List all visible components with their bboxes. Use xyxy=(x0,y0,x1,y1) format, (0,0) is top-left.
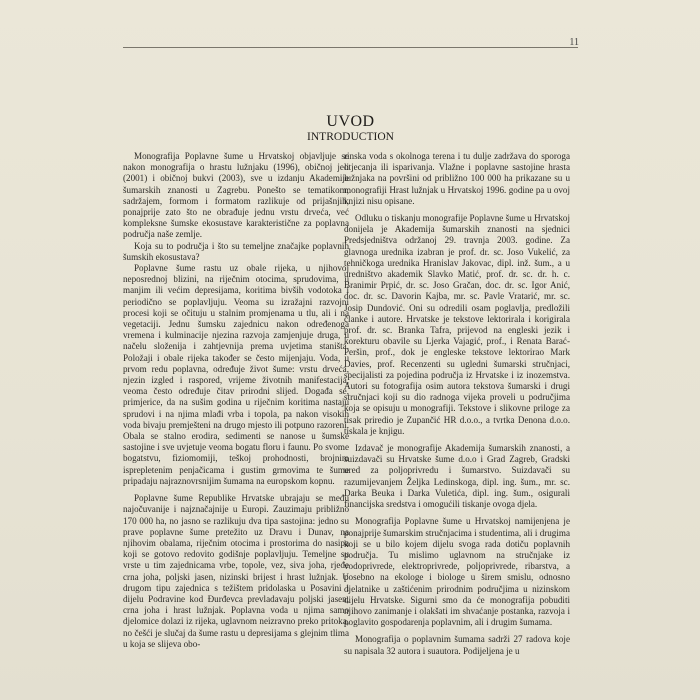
paragraph: Poplavne šume Republike Hrvatske ubrajaju se među najočuvanije i najznačajnije u Europi. Zauzimaju približno 170 000 ha, no jasno se razlikuju dva tipa sastojina: jedno su prave poplavne šume pretežito uz Dravu i Dunav, na njihovim obalama, riječnim otocima i prostorima do nasipa koji se gotovo redovito godišnje poplavljuju. Temeljne su vrste u tim zajednicama vrbe, topole, vez, siva joha, rjeđe crna joha, poljski jasen, nizinski brijest i hrast lužnjak. U drugom tipu zajednica s težištem pridolaska u Posavini i dijelu Podravine kod Đurđevca prevladavaju poljski jasen, crna joha i hrast lužnjak. Poplavna voda u njima samo djelomice dolazi iz rijeka, uglavnom neizravno preko pritoka, no češći je slučaj da šume rastu u depresijama s glejnim tlima u koja se slijeva obo- xyxy=(123,493,349,649)
paragraph: Monografija o poplavnim šumama sadrži 27 radova koje su napisala 32 autora i suautora. Podijeljena je u xyxy=(344,634,570,656)
chapter-title: UVOD xyxy=(326,113,375,130)
header-rule xyxy=(123,47,578,48)
paragraph: Koja su to područja i što su temeljne značajke poplavnih šumskih ekosustava? xyxy=(123,240,349,262)
paragraph: Izdavač je monografije Akademija šumarskih znanosti, a suizdavači su Hrvatske šume d.o.o i Grad Zagreb, Gradski ured za poljoprivredu i šumarstvo. Suizdavači su razumijevanjem Željka Ledinskoga, dipl. ing. šum., mr. sc. Darka Beuka i Darka Vuletića, dipl. ing. šum., osigurali financijska sredstva i omogućili tiskanje ovoga djela. xyxy=(344,443,570,510)
right-text-column xyxy=(344,151,570,657)
paragraph: Odluku o tiskanju monografije Poplavne šume u Hrvatskoj donijela je Akademija šumarskih znanosti na sjednici Predsjedništva održanoj 29. travnja 2003. godine. Za glavnoga urednika izabran je prof. dr. sc. Joso Vukelić, za tehničkoga urednika Hranislav Jakovac, dipl. inž. šum., a u uredništvo akademik Slavko Matić, prof. dr. sc. dr. h. c. Branimir Prpić, dr. sc. Joso Gračan, doc. dr. sc. Igor Anić, doc. dr. sc. Davorin Kajba, mr. sc. Pavle Vratarić, mr. sc. Josip Dundović. Oni su odredili osam poglavlja, predložili članke i autore. Hrvatske je tekstove lektorirala i korigirala prof. dr. sc. Branka Tafra, prijevod na engleski jezik i korekturu obavile su Ljerka Vajagić, prof., i Renata Barać-Peršin, prof., dok je engleske tekstove lektorirao Mark Davies, prof. Recenzenti su ugledni šumarski stručnjaci, specijalisti za pojedina područja iz Hrvatske i iz inozemstva. Autori su fotografija osim autora tekstova šumarski i drugi stručnjaci koji su dio radnoga vijeka proveli u područjima koja se opisuju u monografiji. Tekstove i slikovne priloge za tisak priredio je Zupančić HR d.o.o., a tvrtka Denona d.o.o. tiskala je knjigu. xyxy=(344,213,570,436)
chapter-subtitle: INTRODUCTION xyxy=(307,131,394,143)
paragraph: Poplavne šume rastu uz obale rijeka, u njihovoj neposrednoj blizini, na riječnim otocima, sprudovima, u manjim ili većim depresijama, koritima bivših vodotoka i periodično se poplavljuju. Veoma su izražajni razvojni procesi koji se očituju u stalnim promjenama u tlu, ali i na vegetaciji. Jednu šumsku zajednicu nakon određenoga vremena i kulminacije njezina razvoja zamjenjuje druga, u načelu složenija i zahtjevnija prema uvjetima staništa. Položaji i obale rijeka također se često mijenjaju. Voda, u prvom redu poplavna, određuje život šume: vrstu drveća, njezin izgled i raspored, vrijeme životnih manifestacija, veoma često određuje čitav prirodni slijed. Događa se, primjerice, da na sušim godina u riječnim koritima nastaju sprudovi i na njima mlađi vrba i topola, pa nakon visokih voda bivaju premješteni na drugo mjesto ili potpuno razoreni. Obala se stalno erodira, sedimenti se nanose u šumske sastojine i sve uvjetuje veoma bogatu floru i faunu. Po svome bogatstvu, fiziomomiji, teškoj prohodnosti, brojnim isprepletenim penjačicama i gustim grmovima te šume pripadaju najraznovrsnijim šumama na europskom kopnu. xyxy=(123,263,349,486)
page-number: 11 xyxy=(569,37,579,48)
paragraph: Monografija Poplavne šume u Hrvatskoj objavljuje se nakon monografija o hrastu lužnjaku (1996), običnoj jeli (2001) i običnoj bukvi (2003), sve u izdanju Akademije šumarskih znanosti u Zagrebu. Ponešto se tematikom, sadržajem, formom i formatom razlikuje od prijašnjih, ponajprije zato što ne obrađuje jednu vrstu drveća, već kompleksne šumske ekosustave karakteristične za poplavna područja naše zemlje. xyxy=(123,151,349,240)
paragraph: Monografija Poplavne šume u Hrvatskoj namijenjena je ponajprije šumarskim stručnjacima i studentima, ali i drugima koji se u bilo kojem dijelu svoga rada dotiču poplavnih područja. Tu mislimo uglavnom na stručnjake iz vodoprivrede, elektroprivrede, poljoprivrede, ribarstva, a posebno na ekologe i biologe u širem smislu, odnosno djelatnike u zaštićenim prirodnim područjima u nizinskom dijelu Hrvatske. Sigurni smo da će monografija pobuditi njihovo zanimanje i olakšati im shvaćanje postanka, razvoja i poglavito gospodarenja poplavnim, ali i drugim šumama. xyxy=(344,516,570,628)
paragraph: rinska voda s okolnoga terena i tu dulje zadržava do sporoga otjecanja ili isparivanja. Vlažne i poplavne sastojine hrasta lužnjaka na površini od približno 100 000 ha prikazane su u monografiji Hrast lužnjak u Hrvatskoj 1996. godine pa u ovoj knjizi nisu opisane. xyxy=(344,151,570,206)
left-text-column xyxy=(123,151,349,650)
